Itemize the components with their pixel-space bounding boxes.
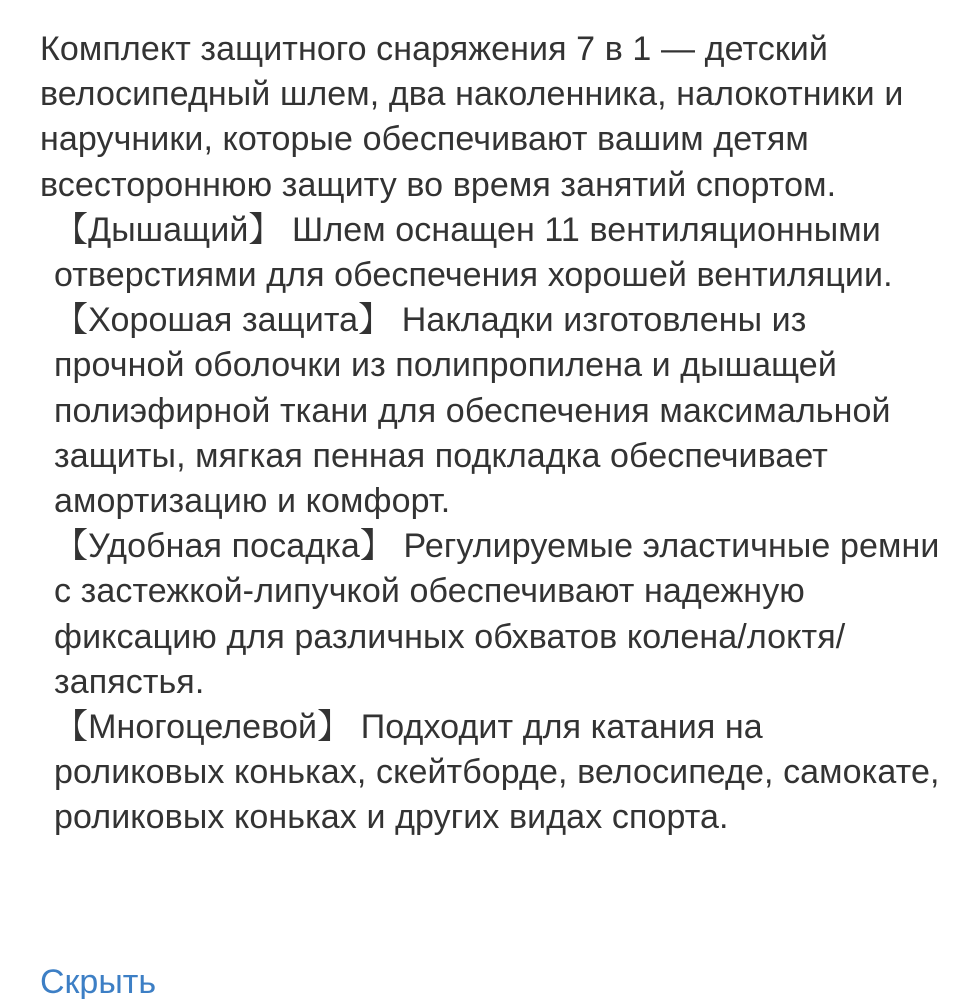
description-feature-breathable: 【Дышащий】 Шлем оснащен 11 вентиляционными отверстиями для обеспечения хорошей вентиляции. [54, 210, 893, 295]
description-feature-protection: 【Хорошая защита】 Накладки изготовлены из прочной оболочки из полипропилена и дышащей полиэфирной ткани для обеспечения максимальной защиты, мягкая пенная подкладка обеспечивает амортизацию и комфорт. [54, 301, 891, 521]
collapse-description-link[interactable]: Скрыть [40, 963, 157, 999]
description-feature-fit: 【Удобная посадка】 Регулируемые эластичные ремни с застежкой-липучкой обеспечивают надежную фиксацию для различных обхватов колена/локтя/запястья. [54, 527, 940, 701]
description-intro: Комплект защитного снаряжения 7 в 1 — детский велосипедный шлем, два наколенника, налокотники и наручники, которые обеспечивают вашим детям всестороннюю защиту во время занятий спортом. [40, 30, 904, 204]
product-description [40, 27, 940, 841]
description-feature-multipurpose: 【Многоцелевой】 Подходит для катания на роликовых коньках, скейтборде, велосипеде, самокате, роликовых коньках и других видах спорта. [54, 708, 940, 837]
